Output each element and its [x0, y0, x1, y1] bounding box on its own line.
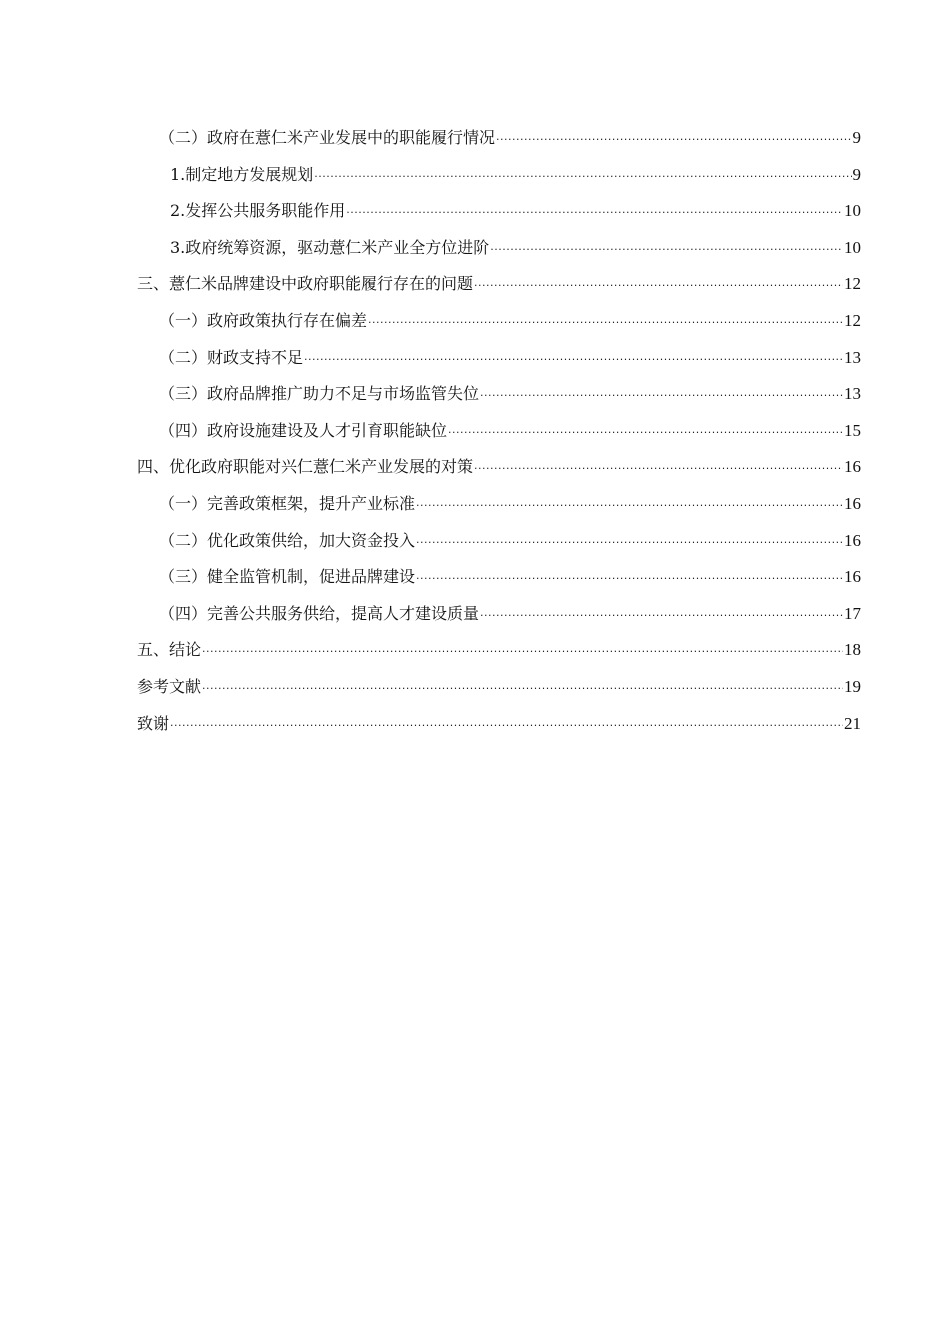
- toc-entry-page: 16: [844, 530, 861, 550]
- table-of-contents: [137, 120, 861, 742]
- toc-leader-dots: [170, 706, 843, 745]
- toc-entry[interactable]: [137, 669, 861, 706]
- toc-entry[interactable]: [137, 596, 861, 633]
- toc-entry-title: （一）完善政策框架，提升产业标准: [159, 493, 416, 513]
- toc-entry-page: 12: [844, 274, 861, 294]
- toc-entry-page: 13: [844, 384, 861, 404]
- toc-entry[interactable]: [137, 486, 861, 523]
- toc-entry[interactable]: [137, 449, 861, 486]
- toc-entry-title: （二）优化政策供给，加大资金投入: [159, 530, 416, 550]
- toc-entry-page: 9: [852, 128, 861, 147]
- toc-entry-page: 9: [852, 164, 861, 184]
- toc-entry[interactable]: [137, 523, 861, 560]
- toc-entry-page: 15: [844, 420, 861, 440]
- toc-entry[interactable]: [137, 376, 861, 413]
- toc-entry-page: 19: [844, 676, 861, 696]
- toc-entry-page: 16: [844, 493, 861, 513]
- toc-entry[interactable]: [137, 193, 861, 230]
- toc-entry-page: 17: [844, 603, 861, 623]
- toc-entry-page: 21: [844, 713, 861, 733]
- toc-leader-dots: [202, 669, 843, 708]
- toc-leader-dots: [474, 449, 843, 488]
- toc-entry-title: （四）完善公共服务供给，提高人才建设质量: [159, 603, 480, 623]
- toc-entry-title: （二）财政支持不足: [159, 347, 304, 367]
- toc-entry-title: 五、结论: [137, 640, 202, 660]
- toc-entry-title: 3.政府统筹资源，驱动薏仁米产业全方位进阶: [170, 237, 490, 257]
- toc-entry-title: 四、优化政府职能对兴仁薏仁米产业发展的对策: [137, 457, 474, 477]
- toc-entry[interactable]: [137, 230, 861, 267]
- toc-entry-title: （二）政府在薏仁米产业发展中的职能履行情况: [159, 128, 496, 147]
- toc-leader-dots: [480, 596, 843, 635]
- toc-entry-page: 10: [844, 237, 861, 257]
- toc-entry[interactable]: [137, 706, 861, 743]
- toc-leader-dots: [416, 559, 843, 598]
- toc-entry[interactable]: [137, 559, 861, 596]
- toc-leader-dots: [416, 523, 843, 562]
- toc-leader-dots: [490, 230, 843, 269]
- toc-entry-page: 16: [844, 567, 861, 587]
- toc-leader-dots: [496, 120, 851, 159]
- toc-leader-dots: [368, 303, 843, 342]
- toc-leader-dots: [448, 413, 843, 452]
- toc-leader-dots: [346, 193, 843, 232]
- toc-leader-dots: [304, 340, 843, 379]
- toc-entry[interactable]: [137, 413, 861, 450]
- toc-entry-title: （三）政府品牌推广助力不足与市场监管失位: [159, 384, 480, 404]
- toc-entry-title: 1.制定地方发展规划: [170, 164, 314, 184]
- toc-entry-page: 12: [844, 310, 861, 330]
- toc-entry[interactable]: [137, 120, 861, 157]
- toc-entry-title: （四）政府设施建设及人才引育职能缺位: [159, 420, 448, 440]
- toc-leader-dots: [474, 266, 843, 305]
- toc-entry-title: （三）健全监管机制，促进品牌建设: [159, 567, 416, 587]
- toc-entry-page: 18: [844, 640, 861, 660]
- toc-entry-title: 三、薏仁米品牌建设中政府职能履行存在的问题: [137, 274, 474, 294]
- toc-entry-title: 2.发挥公共服务职能作用: [170, 201, 346, 221]
- toc-entry-title: （一）政府政策执行存在偏差: [159, 310, 368, 330]
- toc-leader-dots: [480, 376, 843, 415]
- toc-leader-dots: [416, 486, 843, 525]
- toc-entry[interactable]: [137, 303, 861, 340]
- toc-entry-page: 10: [844, 201, 861, 221]
- toc-entry[interactable]: [137, 632, 861, 669]
- toc-entry-page: 13: [844, 347, 861, 367]
- toc-leader-dots: [314, 157, 851, 196]
- toc-entry-title: 参考文献: [137, 676, 202, 696]
- toc-entry[interactable]: [137, 266, 861, 303]
- toc-entry[interactable]: [137, 157, 861, 194]
- toc-entry[interactable]: [137, 340, 861, 377]
- toc-leader-dots: [202, 632, 843, 671]
- toc-entry-title: 致谢: [137, 713, 170, 733]
- toc-entry-page: 16: [844, 457, 861, 477]
